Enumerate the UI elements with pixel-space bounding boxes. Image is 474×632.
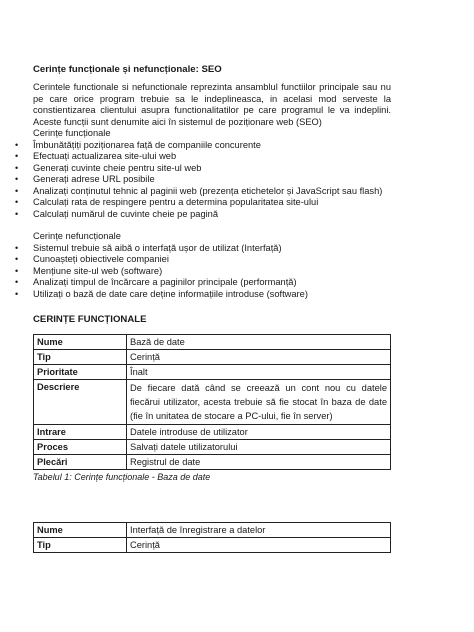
functional-heading: Cerințe funcționale	[33, 128, 111, 138]
list-item: • Cunoașteți obiectivele companiei	[15, 254, 169, 264]
list-item: • Calculați numărul de cuvinte cheie pe pagină	[15, 208, 219, 219]
table-row: Plecări Registrul de date	[34, 455, 391, 470]
table-row: Tip Cerință	[34, 350, 391, 365]
list-item: • Îmbunătățiți poziționarea față de companiile concurente	[15, 139, 261, 150]
list-item: • Sistemul trebuie să aibă o interfață ușor de utilizat (Interfață)	[15, 242, 282, 253]
intro-paragraph: Cerintele functionale si nefunctionale reprezinta ansamblul functiilor principale sau nu pe care orice program trebuie sa le indeplineasca, in acelasi mod serveste la constientizarea clientului asupra functionalitatilor pe care programul le va indeplini. Aceste funcții sunt denumite aici în sistemul de poziționare web (SEO)	[33, 82, 391, 127]
requirements-table-2	[33, 522, 391, 553]
document-title: Cerințe funcționale și nefuncționale: SEO	[33, 64, 222, 75]
section-title: CERINȚE FUNCȚIONALE	[33, 314, 147, 325]
requirements-table	[33, 334, 391, 470]
second-table-wrapper	[33, 522, 391, 553]
list-item: • Calculați rata de respingere pentru a determina popularitatea site-ului	[15, 197, 319, 207]
list-item: • Utilizați o bază de date care deține informațiile introduse (software)	[15, 288, 308, 299]
list-item: • Generați cuvinte cheie pentru site-ul web	[15, 162, 202, 173]
functional-list	[15, 139, 391, 221]
table-row: Prioritate Înalt	[34, 365, 391, 380]
document-page	[15, 64, 391, 483]
list-item: • Mențiune site-ul web (software)	[15, 265, 163, 276]
table-row: Nume Bază de date	[34, 335, 391, 350]
table-caption: Tabelul 1: Cerințe funcționale - Baza de date	[33, 472, 211, 482]
list-item: • Generați adrese URL posibile	[15, 174, 155, 184]
nonfunctional-list	[15, 242, 391, 301]
table-row: Tip Cerință	[34, 538, 391, 553]
list-item: • Efectuați actualizarea site-ului web	[15, 151, 177, 161]
list-item: • Analizați conținutul tehnic al paginii web (prezența etichetelor și JavaScript sau flash)	[15, 185, 383, 196]
table-row: Descriere De fiecare dată când se creează un cont nou cu datele fiecărui utilizator, acesta trebuie să fie stocat în baza de date (fie în unitatea de stocare a PC-ului, fie în server)	[34, 380, 391, 425]
list-item: • Analizați timpul de încărcare a paginilor principale (performanță)	[15, 277, 297, 287]
table-row: Nume Interfață de înregistrare a datelor	[34, 523, 391, 538]
table-row: Intrare Datele introduse de utilizator	[34, 425, 391, 440]
table-row: Proces Salvați datele utilizatorului	[34, 440, 391, 455]
nonfunctional-heading: Cerințe nefuncționale	[33, 231, 121, 241]
